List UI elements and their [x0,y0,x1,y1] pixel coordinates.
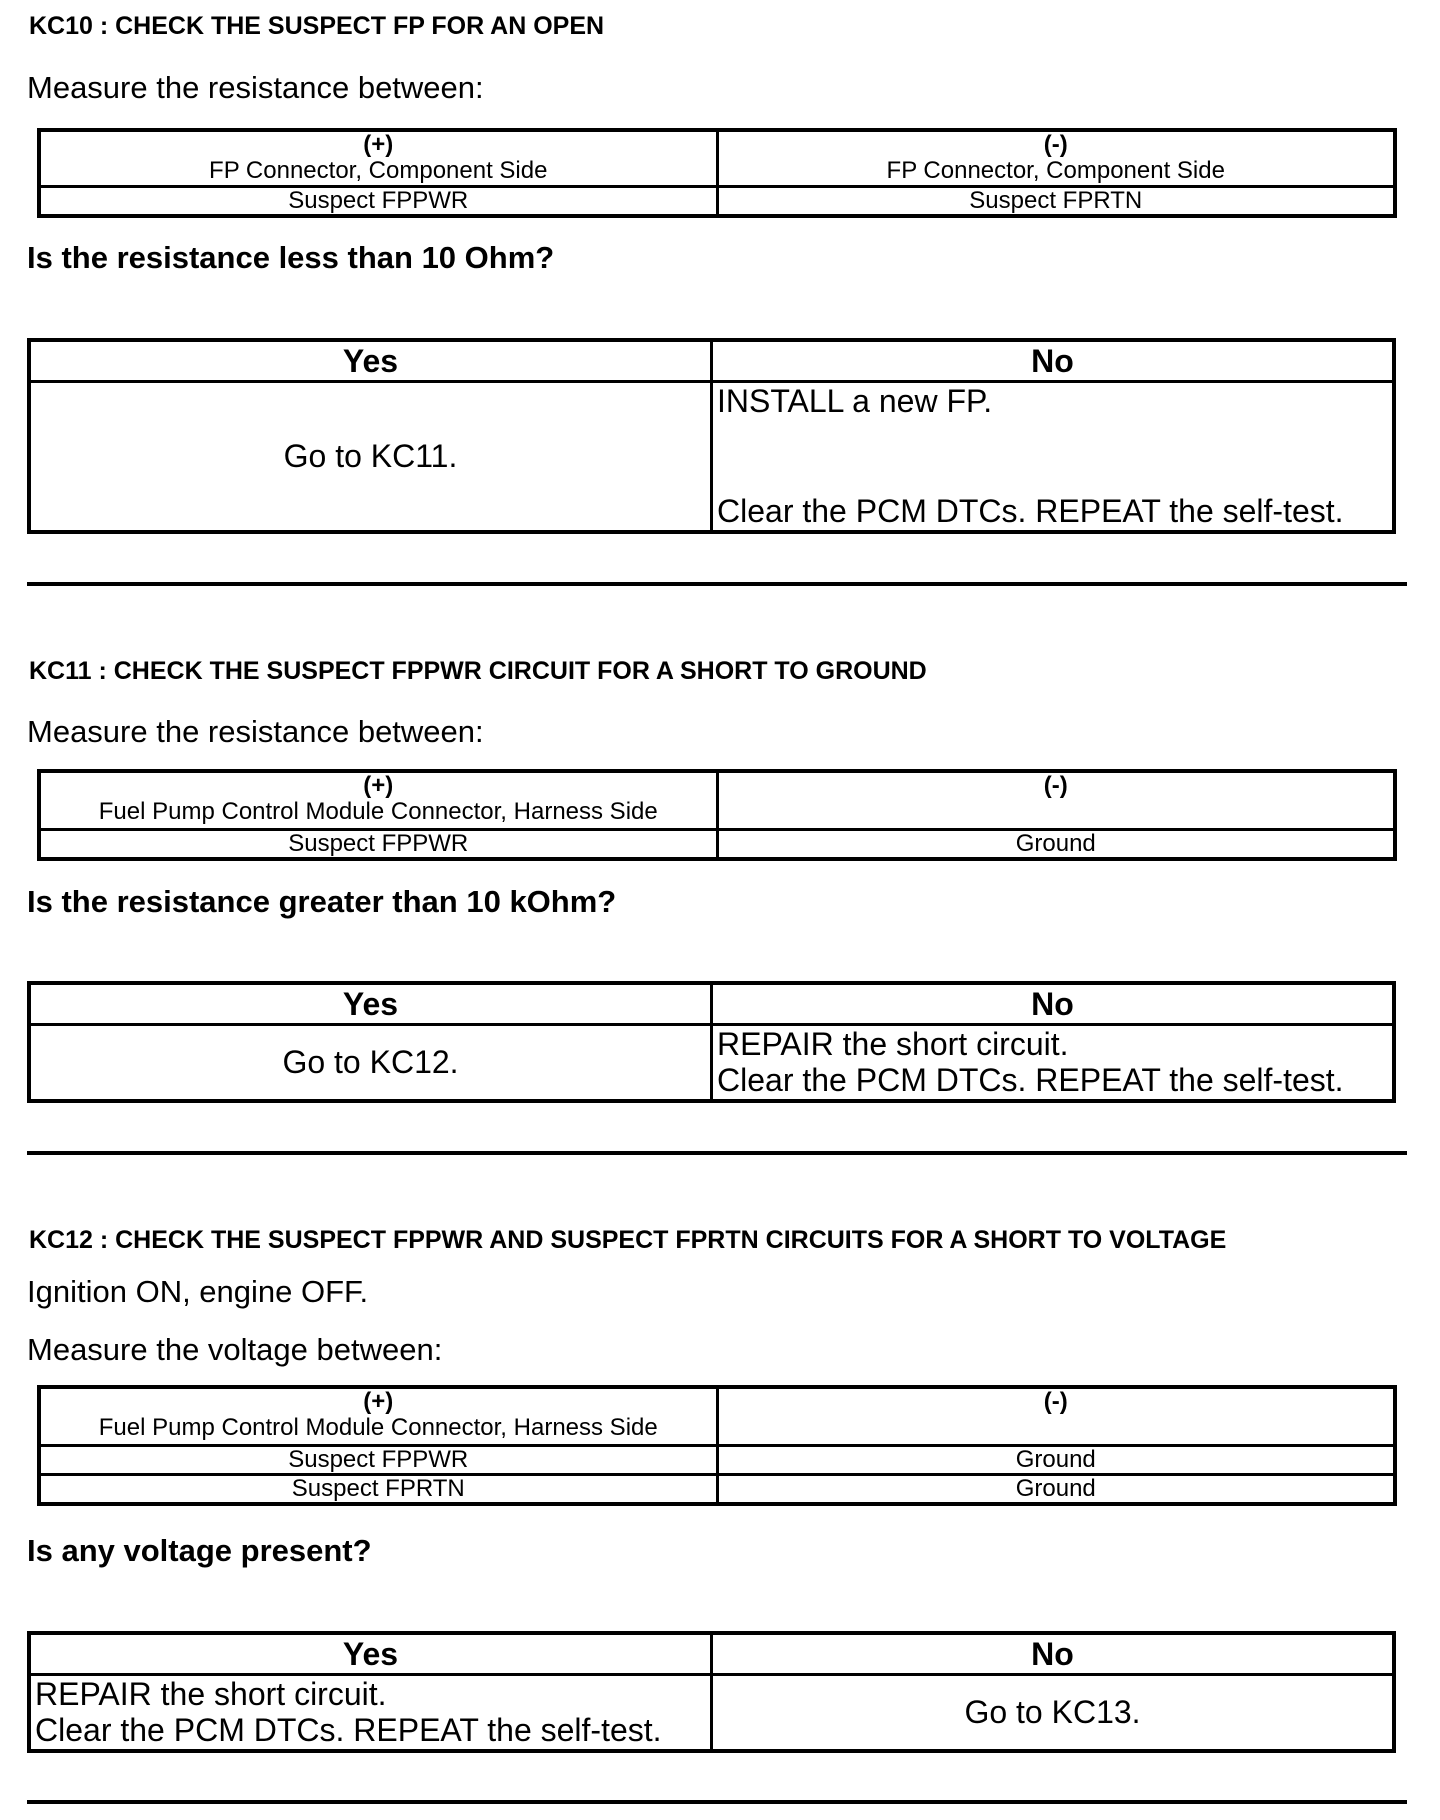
yes-action: Go to KC11. [29,382,712,532]
instruction: Measure the resistance between: [27,70,484,105]
minus-header: (-) [1043,772,1068,799]
minus-terminal-cell [717,130,1395,186]
yes-action-line: REPAIR the short circuit. [35,1676,387,1713]
no-action [712,1025,1395,1101]
yes-header: Yes [29,1633,712,1675]
yes-header: Yes [29,983,712,1025]
no-action-line: Clear the PCM DTCs. REPEAT the self-test. [717,1062,1344,1099]
plus-terminal-cell [39,130,717,186]
plus-connector: FP Connector, Component Side [209,157,548,184]
minus-header: (-) [1043,1388,1068,1415]
section-title-kc12: KC12 : CHECK THE SUSPECT FPPWR AND SUSPECT FPRTN CIRCUITS FOR A SHORT TO VOLTAGE [29,1226,1227,1254]
instruction: Ignition ON, engine OFF. [27,1274,369,1309]
yes-action [29,1675,712,1751]
plus-connector: Fuel Pump Control Module Connector, Harness Side [98,1414,658,1441]
no-action [712,382,1395,532]
measure-cell: Suspect FPPWR [39,1445,717,1474]
question: Is any voltage present? [27,1533,372,1568]
measurement-table-kc10 [37,128,1397,218]
no-header: No [712,1633,1395,1675]
yes-header: Yes [29,340,712,382]
instruction: Measure the voltage between: [27,1332,443,1367]
question: Is the resistance less than 10 Ohm? [27,240,555,275]
measure-cell: Ground [717,829,1395,859]
measure-cell: Ground [717,1445,1395,1474]
measurement-table-kc11 [37,769,1397,861]
plus-header: (+) [363,1388,394,1415]
plus-terminal-cell [39,771,717,829]
yes-no-table-kc10 [27,338,1396,534]
no-action-line: INSTALL a new FP. [717,383,993,419]
measure-cell: Ground [717,1474,1395,1504]
plus-header: (+) [363,772,394,799]
no-action-line: Clear the PCM DTCs. REPEAT the self-test. [717,492,1344,529]
minus-header: (-) [1043,131,1068,158]
no-action: Go to KC13. [712,1675,1395,1751]
measurement-table-kc12 [37,1385,1397,1506]
measure-cell: Suspect FPRTN [39,1474,717,1504]
no-action-line: REPAIR the short circuit. [717,1026,1069,1063]
plus-header: (+) [363,131,394,158]
yes-action: Go to KC12. [29,1025,712,1101]
minus-connector: FP Connector, Component Side [886,157,1225,184]
measure-cell: Suspect FPPWR [39,829,717,859]
no-header: No [712,983,1395,1025]
plus-connector: Fuel Pump Control Module Connector, Harness Side [98,798,658,825]
section-divider [27,1151,1407,1155]
section-divider [27,1800,1407,1804]
instruction: Measure the resistance between: [27,714,484,749]
plus-terminal-cell [39,1387,717,1445]
yes-no-table-kc11 [27,981,1396,1103]
yes-action-line: Clear the PCM DTCs. REPEAT the self-test. [35,1712,662,1749]
yes-no-table-kc12 [27,1631,1396,1753]
question: Is the resistance greater than 10 kOhm? [27,884,617,919]
minus-terminal-cell [717,1387,1395,1445]
measure-cell: Suspect FPRTN [717,186,1395,216]
section-divider [27,582,1407,586]
no-header: No [712,340,1395,382]
minus-terminal-cell [717,771,1395,829]
section-title-kc10: KC10 : CHECK THE SUSPECT FP FOR AN OPEN [29,12,605,40]
measure-cell: Suspect FPPWR [39,186,717,216]
section-title-kc11: KC11 : CHECK THE SUSPECT FPPWR CIRCUIT FOR A SHORT TO GROUND [29,657,927,685]
